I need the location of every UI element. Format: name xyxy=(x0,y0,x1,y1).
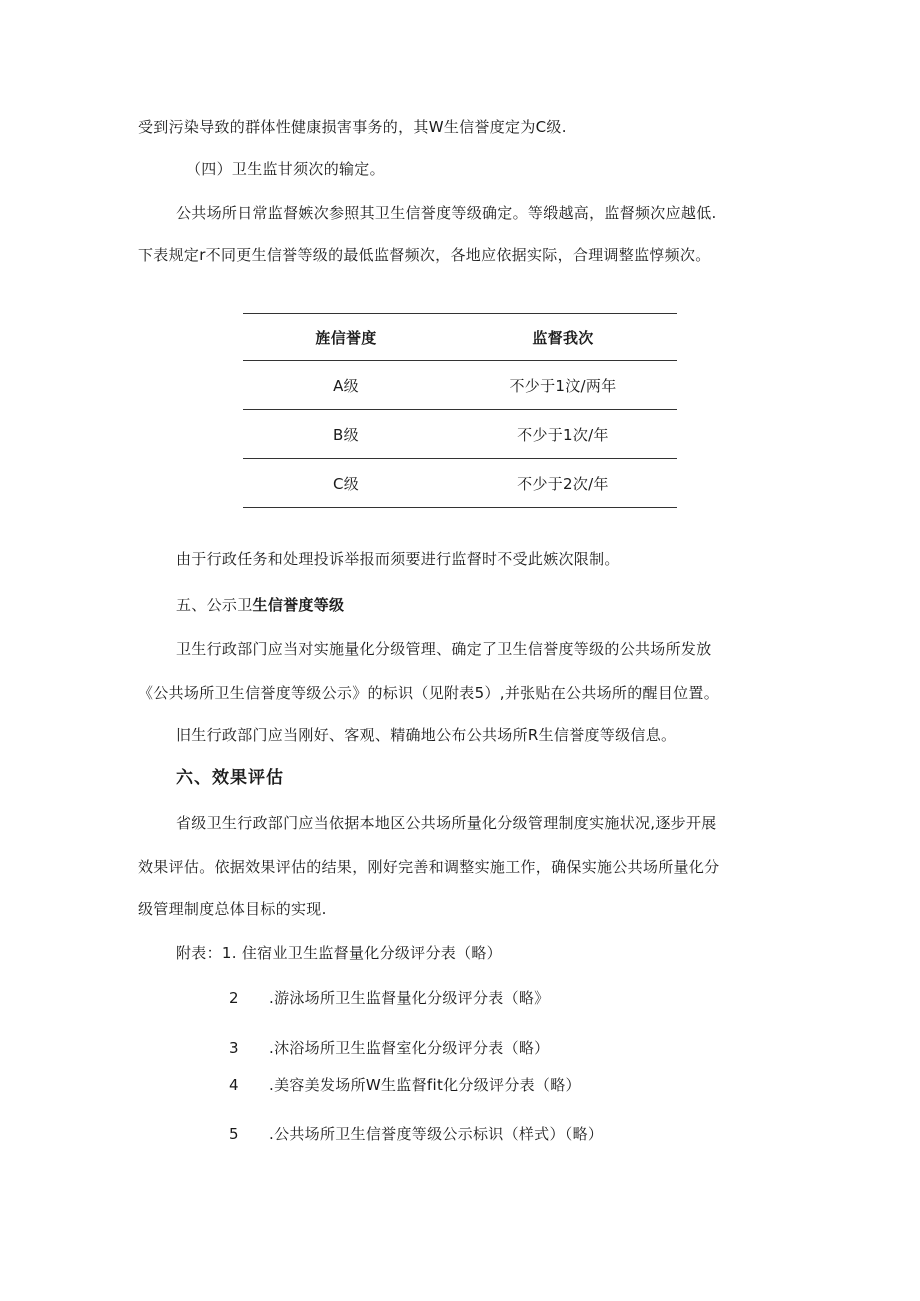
paragraph-publish-info: 旧生行政部门应当刚好、客观、精确地公布公共场所R生信誉度等级信息。 xyxy=(176,726,677,744)
appendix-item xyxy=(229,1038,549,1058)
table-header-row xyxy=(243,314,677,361)
section-heading-evaluation: 六、效果评估 xyxy=(176,768,284,788)
subsection-heading-frequency: （四）卫生监甘须次的输定。 xyxy=(186,160,385,178)
section-heading-publicity xyxy=(176,595,344,615)
paragraph-publicity-line1: 卫生行政部门应当对实施量化分级管理、确定了卫生信誉度等级的公共场所发放 xyxy=(176,640,712,658)
section-heading-prefix: 五、公示卫 xyxy=(176,596,253,614)
paragraph-evaluation-line3: 级管理制度总体目标的实现. xyxy=(138,900,327,918)
table-cell-frequency: 不少于1次/年 xyxy=(449,410,677,459)
table-header-frequency: 监督我次 xyxy=(449,314,677,361)
paragraph-rating-c: 受到污染导致的群体性健康损害事务的，其W生信誉度定为C级. xyxy=(138,118,567,136)
appendix-item-number: 2 xyxy=(229,989,239,1007)
appendix-item xyxy=(229,1124,603,1144)
paragraph-evaluation-line1: 省级卫生行政部门应当依据本地区公共场所量化分级管理制度实施状况,逐步开展 xyxy=(176,814,717,832)
appendix-item xyxy=(229,988,549,1008)
appendix-item-number: 3 xyxy=(229,1039,239,1057)
appendix-item xyxy=(229,1075,581,1095)
table-cell-rating: A级 xyxy=(243,361,449,410)
frequency-table xyxy=(243,313,677,508)
paragraph-evaluation-line2: 效果评估。依据效果评估的结果，刚好完善和调整实施工作，确保实施公共场所量化分 xyxy=(138,858,720,876)
table-row xyxy=(243,410,677,459)
appendix-item-number: 4 xyxy=(229,1076,239,1094)
paragraph-frequency-line1: 公共场所日常监督嫉次参照其卫生信誉度等级确定。等缎越高，监督频次应越低. xyxy=(176,204,717,222)
table-cell-rating: C级 xyxy=(243,459,449,508)
appendix-item-number: 5 xyxy=(229,1125,239,1143)
appendix-item-text: .公共场所卫生信誉度等级公示标识（样式）（略） xyxy=(269,1125,604,1143)
table-row xyxy=(243,361,677,410)
appendix-first-item xyxy=(176,943,502,963)
appendix-item-text: .美容美发场所W生监督fit化分级评分表（略） xyxy=(269,1076,581,1094)
table-cell-rating: B级 xyxy=(243,410,449,459)
table-cell-frequency: 不少于1汶/两年 xyxy=(449,361,677,410)
paragraph-publicity-line2: 《公共场所卫生信誉度等级公示》的标识（见附表5）,并张贴在公共场所的醒目位置。 xyxy=(138,684,720,702)
table-row xyxy=(243,459,677,508)
section-heading-bold: 生信誉度等级 xyxy=(252,596,345,614)
table-cell-frequency: 不少于2次/年 xyxy=(449,459,677,508)
paragraph-exemption: 由于行政任务和处理投诉举报而须要进行监督时不受此嫉次限制。 xyxy=(176,550,620,568)
appendix-item-text: .沐浴场所卫生监督室化分级评分表（略） xyxy=(269,1039,550,1057)
table-header-rating: 旌信誉度 xyxy=(243,314,449,361)
appendix-label: 附表： xyxy=(176,944,222,962)
appendix-item-text: .游泳场所卫生监督量化分级评分表（略》 xyxy=(269,989,550,1007)
appendix-item-text: 1. 住宿业卫生监督量化分级评分表（略） xyxy=(221,944,502,962)
paragraph-frequency-line2: 下表规定r不同更生信誉等级的最低监督频次，各地应依据实际，合理调整监惇频次。 xyxy=(138,246,711,264)
